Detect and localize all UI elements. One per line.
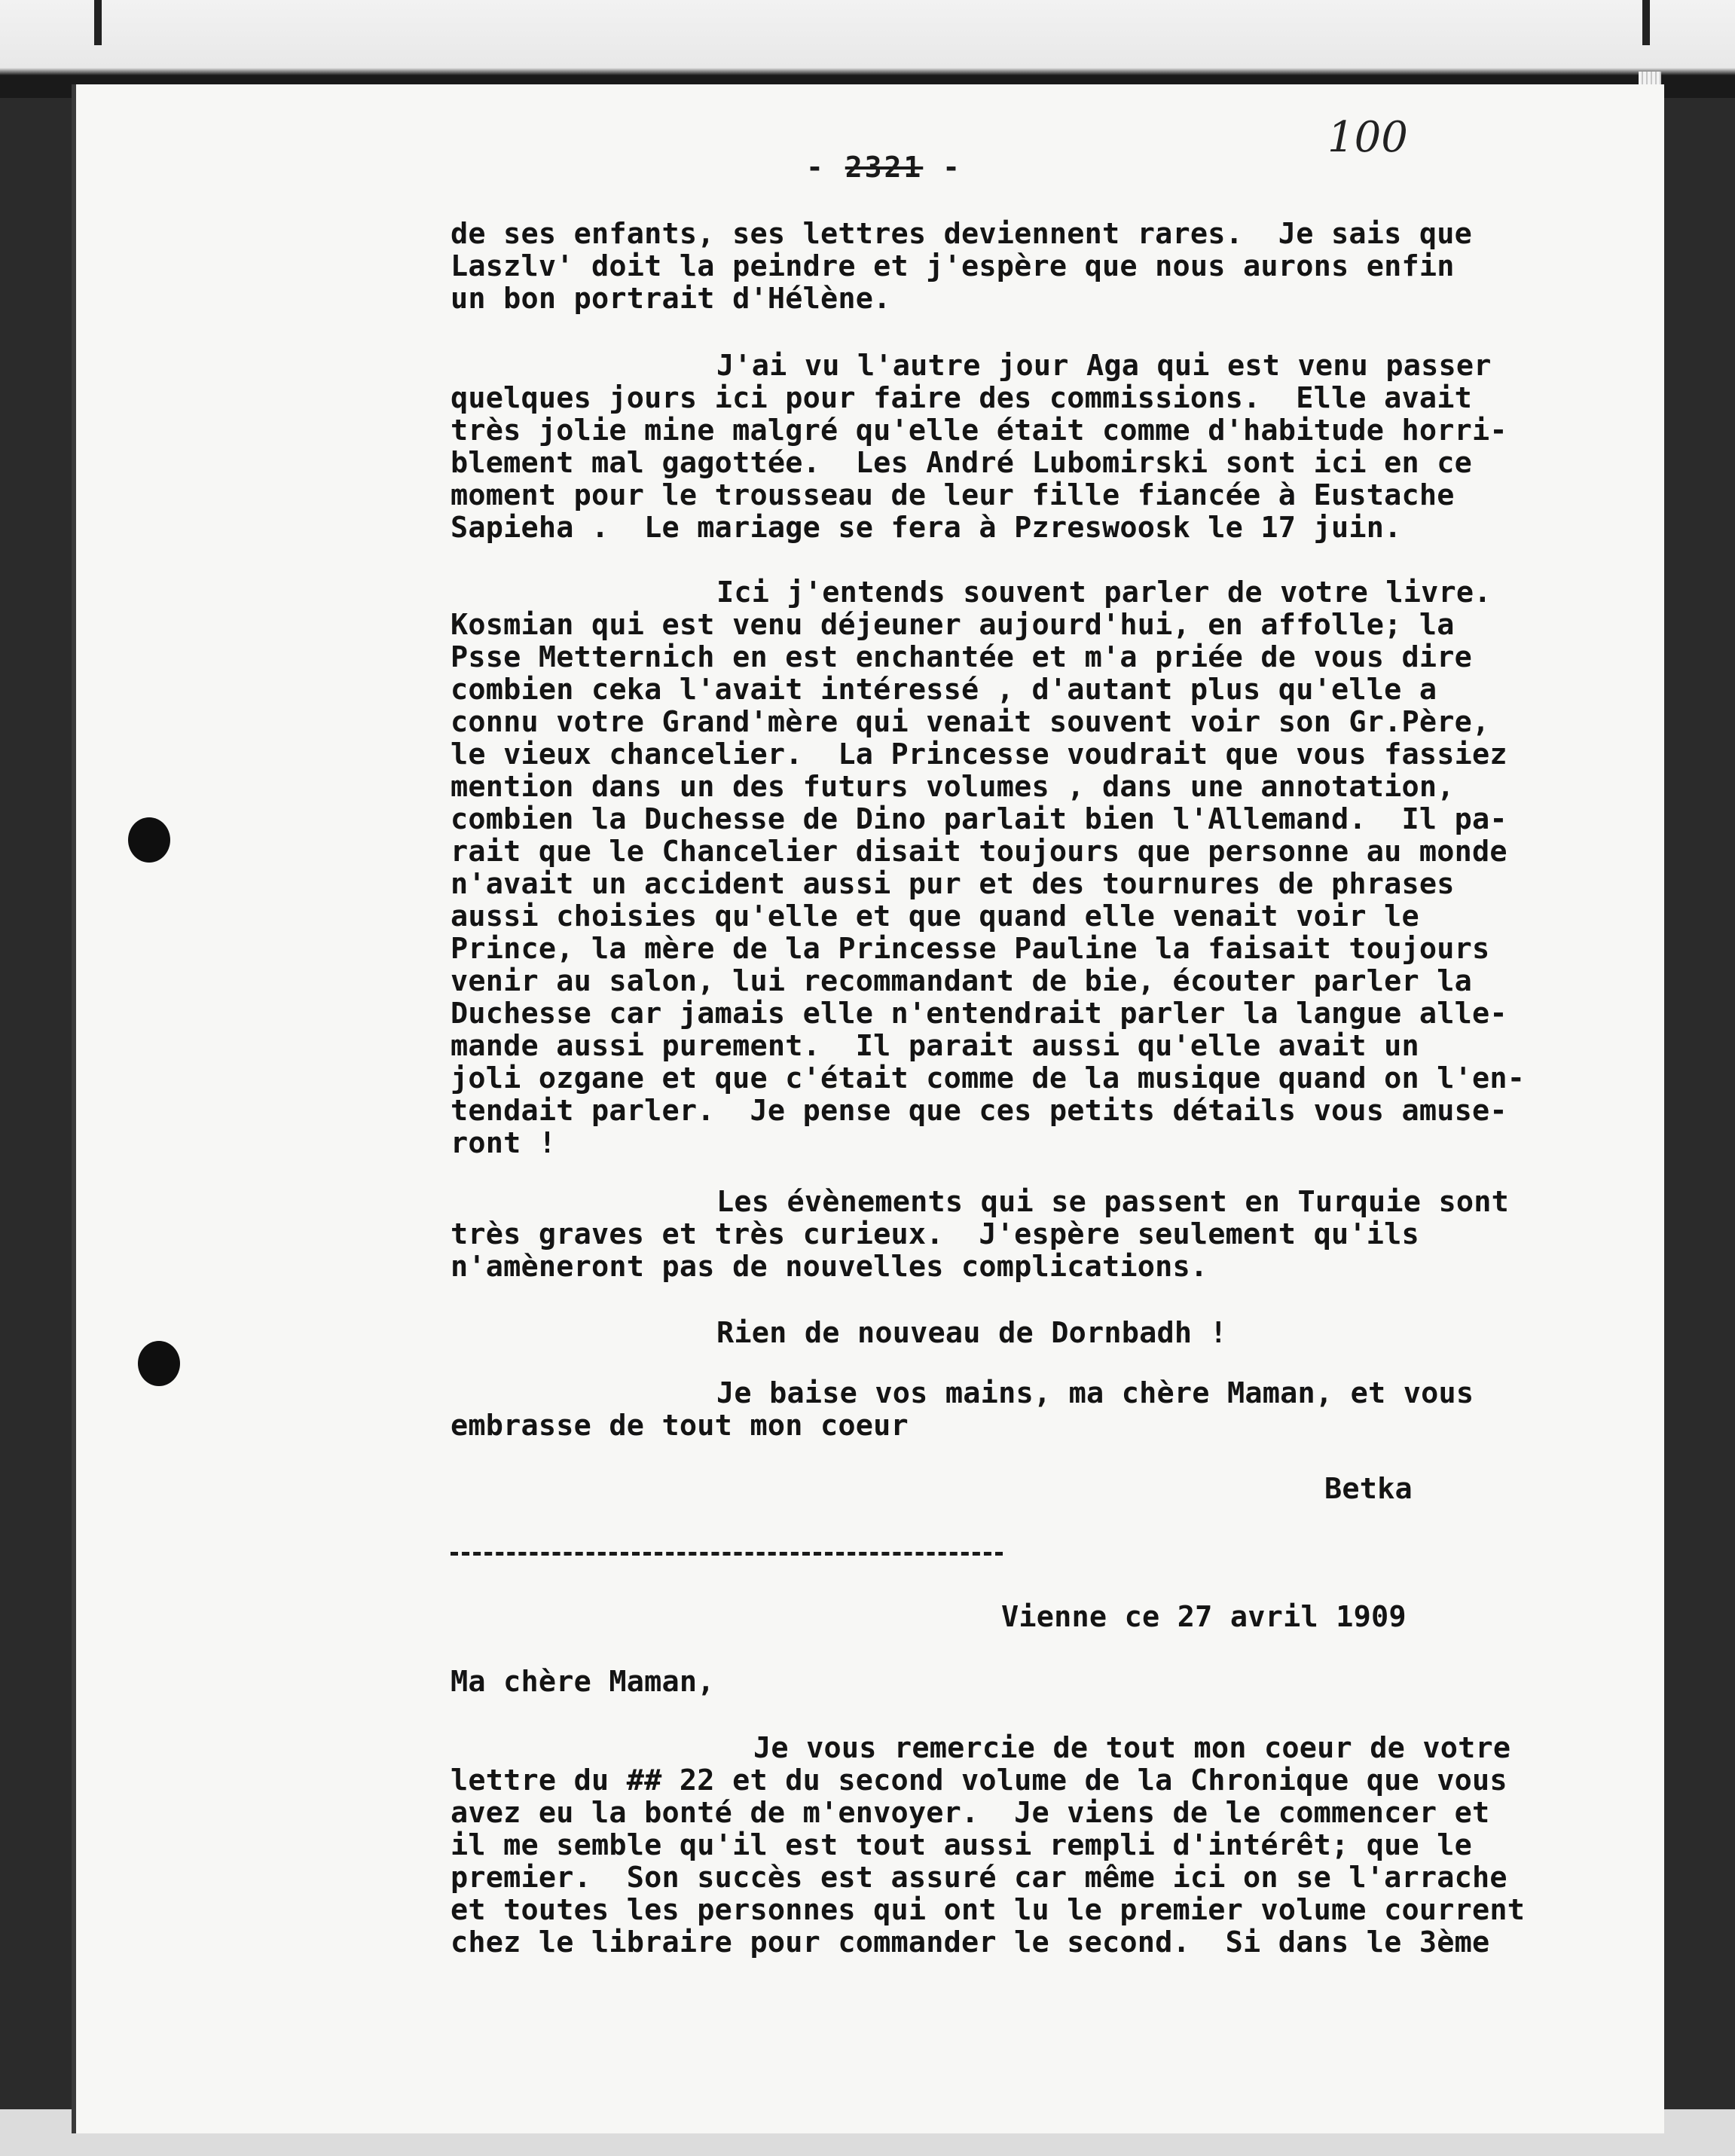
letter1-line: J'ai vu l'autre jour Aga qui est venu passer (716, 349, 1492, 383)
letter-separator (451, 1552, 1003, 1556)
letter1-line: le vieux chancelier. La Princesse voudrait que vous fassiez (451, 737, 1507, 771)
letter1-line: très graves et très curieux. J'espère seulement qu'ils (451, 1217, 1419, 1251)
letter1-line: n'amèneront pas de nouvelles complications. (451, 1250, 1208, 1284)
letter2-line: avez eu la bonté de m'envoyer. Je viens de le commencer et (451, 1796, 1490, 1830)
letter1-line: combien la Duchesse de Dino parlait bien l'Allemand. Il pa- (451, 802, 1507, 836)
letter1-line: mande aussi purement. Il parait aussi qu'elle avait un (451, 1029, 1419, 1063)
letter1-line: un bon portrait d'Hélène. (451, 282, 891, 316)
letter1-line: moment pour le trousseau de leur fille fiancée à Eustache (451, 478, 1455, 512)
letter1-line: quelques jours ici pour faire des commissions. Elle avait (451, 381, 1472, 415)
letter1-line: aussi choisies qu'elle et que quand elle venait voir le (451, 899, 1419, 933)
letter1-line: Duchesse car jamais elle n'entendrait parler la langue alle- (451, 997, 1507, 1031)
letter1-line: Rien de nouveau de Dornbadh ! (716, 1316, 1227, 1350)
letter2-line: chez le libraire pour commander le second. Si dans le 3ème (451, 1925, 1490, 1959)
letter1-line: Ici j'entends souvent parler de votre livre. (716, 576, 1492, 609)
letter1-line: blement mal gagottée. Les André Lubomirski sont ici en ce (451, 446, 1472, 480)
letter1-line: Kosmian qui est venu déjeuner aujourd'hui, en affolle; la (451, 608, 1455, 642)
letter1-line: Psse Metternich en est enchantée et m'a priée de vous dire (451, 640, 1472, 674)
letter1-line: embrasse de tout mon coeur (451, 1409, 909, 1443)
letter1-line: connu votre Grand'mère qui venait souvent voir son Gr.Père, (451, 705, 1490, 739)
letter1-line: n'avait un accident aussi pur et des tournures de phrases (451, 867, 1455, 901)
letter1-line: Prince, la mère de la Princesse Pauline la faisait toujours (451, 932, 1490, 966)
letter1-line: Laszlv' doit la peindre et j'espère que nous aurons enfin (451, 249, 1455, 283)
letter2-line: premier. Son succès est assuré car même ici on se l'arrache (451, 1861, 1507, 1895)
page-number: - 2321 - (806, 151, 963, 184)
letter1-line: venir au salon, lui recommandant de bie, écouter parler la (451, 964, 1472, 998)
letter1-line: rait que le Chancelier disait toujours que personne au monde (451, 835, 1507, 869)
letter1-line: Je baise vos mains, ma chère Maman, et vous (716, 1376, 1474, 1410)
letter1-line: mention dans un des futurs volumes , dans une annotation, (451, 770, 1455, 804)
crop-mark-right (1642, 0, 1650, 45)
letter1-line: très jolie mine malgré qu'elle était comme d'habitude horri- (451, 414, 1507, 447)
letter1-line: Sapieha . Le mariage se fera à Pzreswoosk le 17 juin. (451, 511, 1402, 545)
letter1-line: combien ceka l'avait intéressé , d'autant plus qu'elle a (451, 673, 1437, 707)
letter2-line: il me semble qu'il est tout aussi rempli d'intérêt; que le (451, 1828, 1472, 1862)
letter2-salutation: Ma chère Maman, (451, 1665, 715, 1699)
letter2-line: et toutes les personnes qui ont lu le premier volume courrent (451, 1893, 1526, 1927)
punch-hole-lower (138, 1341, 180, 1386)
handwritten-folio: 100 (1327, 113, 1408, 162)
letter1-line: Les évènements qui se passent en Turquie sont (716, 1185, 1510, 1219)
letter1-line: joli ozgane et que c'était comme de la musique quand on l'en- (451, 1061, 1526, 1095)
letter2-date: Vienne ce 27 avril 1909 (1001, 1600, 1407, 1634)
letter1-line: ront ! (451, 1126, 557, 1160)
signature: Betka (1324, 1472, 1413, 1506)
punch-hole-upper (128, 817, 170, 863)
scan-top-band (0, 0, 1735, 98)
letter2-line: lettre du ## 22 et du second volume de la Chronique que vous (451, 1764, 1507, 1797)
letter2-line: Je vous remercie de tout mon coeur de votre (753, 1731, 1511, 1765)
letter1-line: tendait parler. Je pense que ces petits détails vous amuse- (451, 1094, 1507, 1128)
letter1-line: de ses enfants, ses lettres deviennent rares. Je sais que (451, 217, 1472, 251)
crop-mark-left (94, 0, 102, 45)
